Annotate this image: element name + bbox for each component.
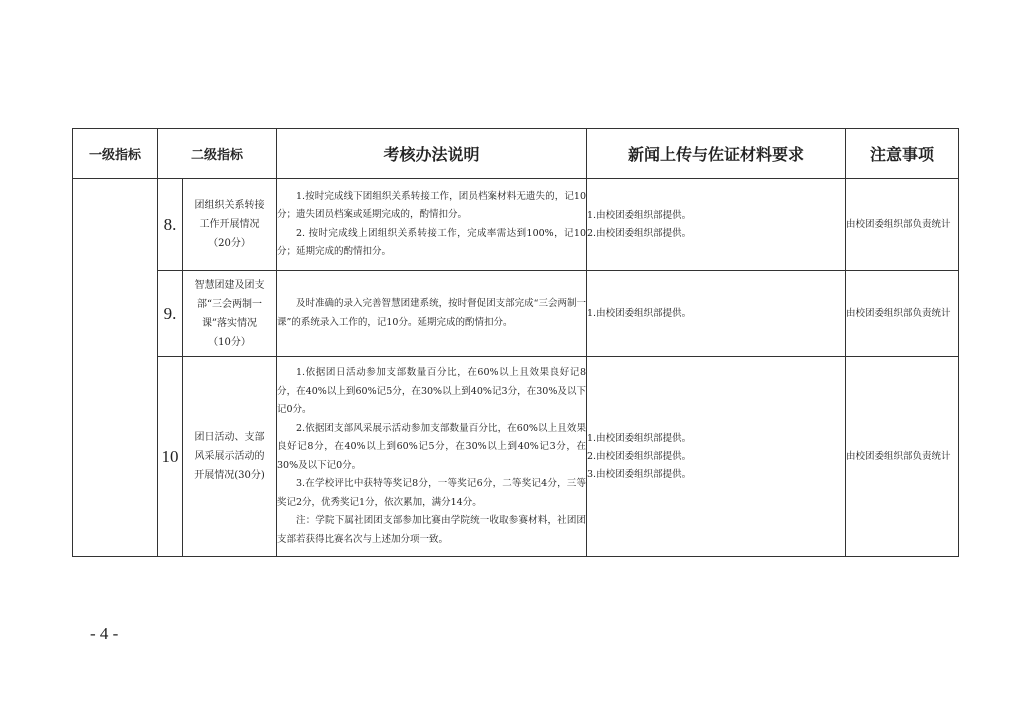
method-paragraph: 及时准确的录入完善智慧团建系统，按时督促团支部完成“三会两制一课”的系统录入工作的，记10分。延期完成的酌情扣分。 [277, 298, 587, 328]
row-number: 8. [158, 179, 183, 271]
requirement-item: 2.由校团委组织部提供。 [587, 227, 692, 239]
row-number: 9. [158, 271, 183, 357]
indicator-line: 风采展示活动的 [194, 451, 265, 462]
indicator-line: 部“三会两制一 [196, 298, 263, 310]
method-cell [277, 357, 587, 557]
level1-cell [73, 179, 158, 557]
header-notes: 注意事项 [846, 129, 959, 179]
header-requirements: 新闻上传与佐证材料要求 [587, 129, 846, 179]
table-row [73, 357, 959, 557]
requirement-item: 1.由校团委组织部提供。 [587, 432, 692, 444]
indicator-line: （10分） [208, 336, 251, 348]
indicator-line: 开展情况(30分) [194, 470, 265, 481]
requirements-cell [587, 357, 846, 557]
method-cell [277, 271, 587, 357]
indicator-line: 团日活动、支部 [194, 432, 265, 443]
requirements-cell [587, 271, 846, 357]
assessment-table [72, 128, 959, 557]
indicator-name [183, 271, 277, 357]
requirement-item: 1.由校团委组织部提供。 [587, 307, 692, 319]
notes-cell: 由校团委组织部负责统计 [846, 179, 959, 271]
table-row [73, 271, 959, 357]
page-number: - 4 - [90, 624, 119, 643]
indicator-name [183, 179, 277, 271]
method-paragraph: 1.依据团日活动参加支部数量百分比，在60%以上且效果良好记8分，在40%以上到60%记5分，在30%以上到40%记3分，在30%及以下记0分。 [277, 367, 587, 415]
requirement-item: 1.由校团委组织部提供。 [587, 209, 692, 221]
method-cell [277, 179, 587, 271]
header-level2: 二级指标 [158, 129, 277, 179]
indicator-line: 智慧团建及团支 [194, 279, 265, 291]
row-number: 10 [158, 357, 183, 557]
notes-cell: 由校团委组织部负责统计 [846, 271, 959, 357]
indicator-name [183, 357, 277, 557]
header-method: 考核办法说明 [277, 129, 587, 179]
indicator-line: 课”落实情况 [201, 317, 258, 329]
method-paragraph: 3.在学校评比中获特等奖记8分，一等奖记6分，二等奖记4分，三等奖记2分，优秀奖记1分，依次累加，满分14分。 [277, 478, 587, 508]
method-paragraph: 1.按时完成线下团组织关系转接工作，团员档案材料无遗失的，记10分；遗失团员档案或延期完成的，酌情扣分。 [277, 190, 587, 220]
method-paragraph: 2.依据团支部风采展示活动参加支部数量百分比，在60%以上且效果良好记8分，在40%以上到60%记5分，在30%以上到40%记3分，在30%及以下记0分。 [277, 422, 587, 471]
table-row [73, 179, 959, 271]
indicator-line: 团组织关系转接 [194, 200, 265, 211]
notes-cell: 由校团委组织部负责统计 [846, 357, 959, 557]
requirement-item: 3.由校团委组织部提供。 [587, 468, 692, 480]
header-row [73, 129, 959, 179]
indicator-line: （20分） [208, 238, 251, 249]
method-paragraph: 注：学院下属社团团支部参加比赛由学院统一收取参赛材料，社团团支部若获得比赛名次与上述加分项一致。 [277, 515, 587, 545]
requirements-cell [587, 179, 846, 271]
header-level1: 一级指标 [73, 129, 158, 179]
requirement-item: 2.由校团委组织部提供。 [587, 450, 692, 462]
method-paragraph: 2. 按时完成线上团组织关系转接工作，完成率需达到100%，记10分；延期完成的酌情扣分。 [277, 227, 587, 257]
indicator-line: 工作开展情况 [199, 219, 260, 230]
